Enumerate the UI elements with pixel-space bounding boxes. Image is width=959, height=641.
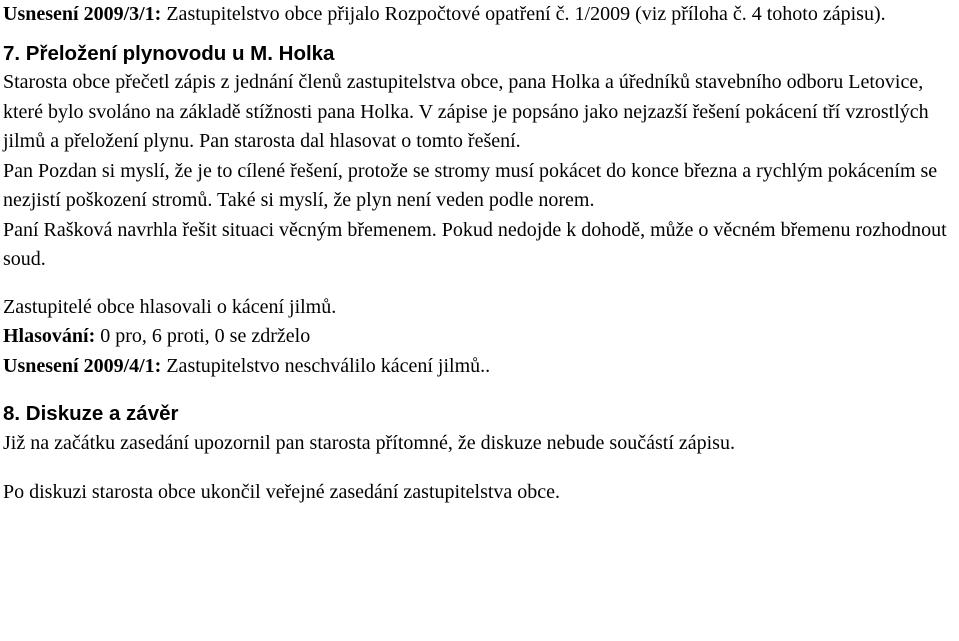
vote-text: 0 pro, 6 proti, 0 se zdrželo — [95, 325, 311, 347]
resolution-label: Usnesení 2009/3/1: — [3, 3, 162, 25]
section-8-paragraph-2: Po diskuzi starosta obce ukončil veřejné zasedání zastupitelstva obce. — [3, 481, 561, 503]
resolution-2009-3-1 — [3, 0, 955, 30]
section-7-paragraph-3: Paní Rašková navrhla řešit situaci věcným břemenem. Pokud nedojde k dohodě, může o věcném břemenu rozhodnout soud. — [3, 218, 947, 270]
section-7-paragraph-2: Pan Pozdan si myslí, že je to cílené řešení, protože se stromy musí pokácet do konce března a rychlým pokácením se nezjistí poškození stromů. Také si myslí, že plyn není veden podle norem. — [3, 159, 938, 211]
resolution-text: Zastupitelstvo neschválilo kácení jilmů.. — [161, 354, 491, 377]
vote-intro: Zastupitelé obce hlasovali o kácení jilmů. — [3, 295, 337, 318]
resolution-2009-4-1 — [3, 352, 955, 382]
section-8-heading: 8. Diskuze a závěr — [3, 402, 179, 425]
section-7-heading: 7. Přeložení plynovodu u M. Holka — [3, 41, 335, 65]
document-page — [3, 0, 955, 508]
section-8-paragraph-1: Již na začátku zasedání upozornil pan starosta přítomné, že diskuze nebude součástí zápisu. — [3, 431, 735, 454]
vote-label: Hlasování: — [3, 325, 96, 347]
section-7-paragraph-1: Starosta obce přečetl zápis z jednání členů zastupitelstva obce, pana Holka a úředníků stavebního odboru Letovice, které bylo svoláno na základě stížnosti pana Holka. V zápise je popsáno jako nejzazší řešení pokácení tří vzrostlých jilmů a přeložení plynu. Pan starosta dal hlasovat o tomto řešení. — [3, 71, 929, 152]
resolution-text: Zastupitelstvo obce přijalo Rozpočtové opatření č. 1/2009 (viz příloha č. 4 tohoto zápisu). — [161, 3, 886, 25]
resolution-label: Usnesení 2009/4/1: — [3, 354, 162, 377]
vote-result — [3, 322, 955, 352]
